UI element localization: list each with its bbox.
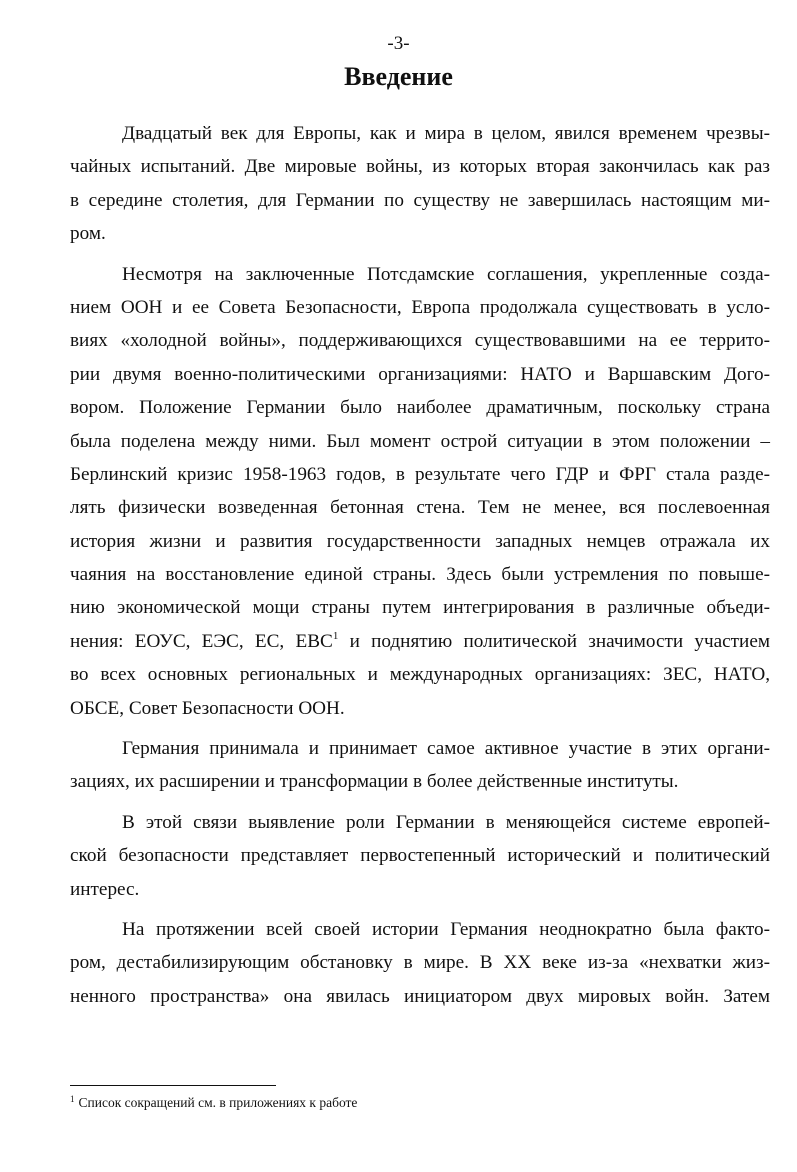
text-line: Несмотря на заключенные Потсдамские соглашения, укрепленные созда- bbox=[122, 263, 770, 285]
text-line: в середине столетия, для Германии по существу не завершилась настоящим ми- bbox=[70, 189, 770, 211]
page-number: -3- bbox=[387, 33, 410, 54]
paragraph bbox=[70, 258, 770, 725]
text-fragment: и поднятию политической значимости участием bbox=[338, 630, 770, 652]
footnote-text: Список сокращений см. в приложениях к работе bbox=[78, 1095, 358, 1110]
text-line: зациях, их расширении и трансформации в более действенные институты. bbox=[70, 771, 679, 793]
body-text bbox=[70, 117, 770, 1013]
footnote-separator bbox=[70, 1085, 276, 1086]
page-title: Введение bbox=[344, 62, 453, 91]
text-line: чайных испытаний. Две мировые войны, из которых вторая закончилась как раз bbox=[70, 156, 770, 178]
text-line: во всех основных региональных и международных организациях: ЗЕС, НАТО, bbox=[70, 664, 770, 686]
text-line: нию экономической мощи страны путем интегрирования в различные объеди- bbox=[70, 597, 770, 619]
text-line: была поделена между ними. Был момент острой ситуации в этом положении – bbox=[70, 430, 770, 452]
text-line: ром, дестабилизирующим обстановку в мире. В ХХ веке из-за «нехватки жиз- bbox=[70, 952, 770, 974]
paragraph bbox=[70, 732, 770, 799]
text-line: Германия принимала и принимает самое активное участие в этих органи- bbox=[122, 738, 770, 760]
footnote bbox=[70, 1095, 770, 1111]
paragraph bbox=[70, 117, 770, 251]
text-line: В этой связи выявление роли Германии в меняющейся системе европей- bbox=[122, 811, 770, 833]
text-line: чаяния на восстановление единой страны. Здесь были устремления по повыше- bbox=[70, 564, 770, 586]
footnote-mark: 1 bbox=[70, 1094, 75, 1104]
text-line: ром. bbox=[70, 223, 106, 245]
text-line-with-footnote bbox=[70, 625, 770, 658]
paragraph bbox=[70, 913, 770, 1013]
text-line: лять физически возведенная бетонная стена. Тем не менее, вся послевоенная bbox=[70, 497, 770, 519]
footnote-reference[interactable]: 1 bbox=[332, 629, 339, 642]
text-line: вором. Положение Германии было наиболее драматичным, поскольку страна bbox=[70, 397, 770, 419]
text-line: ской безопасности представляет первостепенный исторический и политический bbox=[70, 845, 770, 867]
text-line: ненного пространства» она явилась инициатором двух мировых войн. Затем bbox=[70, 985, 770, 1007]
text-line: Берлинский кризис 1958-1963 годов, в результате чего ГДР и ФРГ стала разде- bbox=[70, 463, 770, 485]
text-line: нием ООН и ее Совета Безопасности, Европа продолжала существовать в усло- bbox=[70, 296, 770, 318]
text-fragment: нения: ЕОУС, ЕЭС, ЕС, ЕВС bbox=[70, 630, 333, 652]
text-line: Двадцатый век для Европы, как и мира в целом, явился временем чрезвы- bbox=[122, 123, 770, 144]
text-line: история жизни и развития государственности западных немцев отражала их bbox=[70, 530, 770, 552]
text-line: рии двумя военно-политическими организациями: НАТО и Варшавским Дого- bbox=[70, 363, 770, 385]
text-line: ОБСЕ, Совет Безопасности ООН. bbox=[70, 697, 345, 719]
paragraph bbox=[70, 806, 770, 906]
text-line: виях «холодной войны», поддерживающихся существовавшими на ее террито- bbox=[70, 330, 770, 352]
text-line: На протяжении всей своей истории Германия неоднократно была факто- bbox=[122, 918, 770, 940]
text-line: интерес. bbox=[70, 878, 140, 900]
